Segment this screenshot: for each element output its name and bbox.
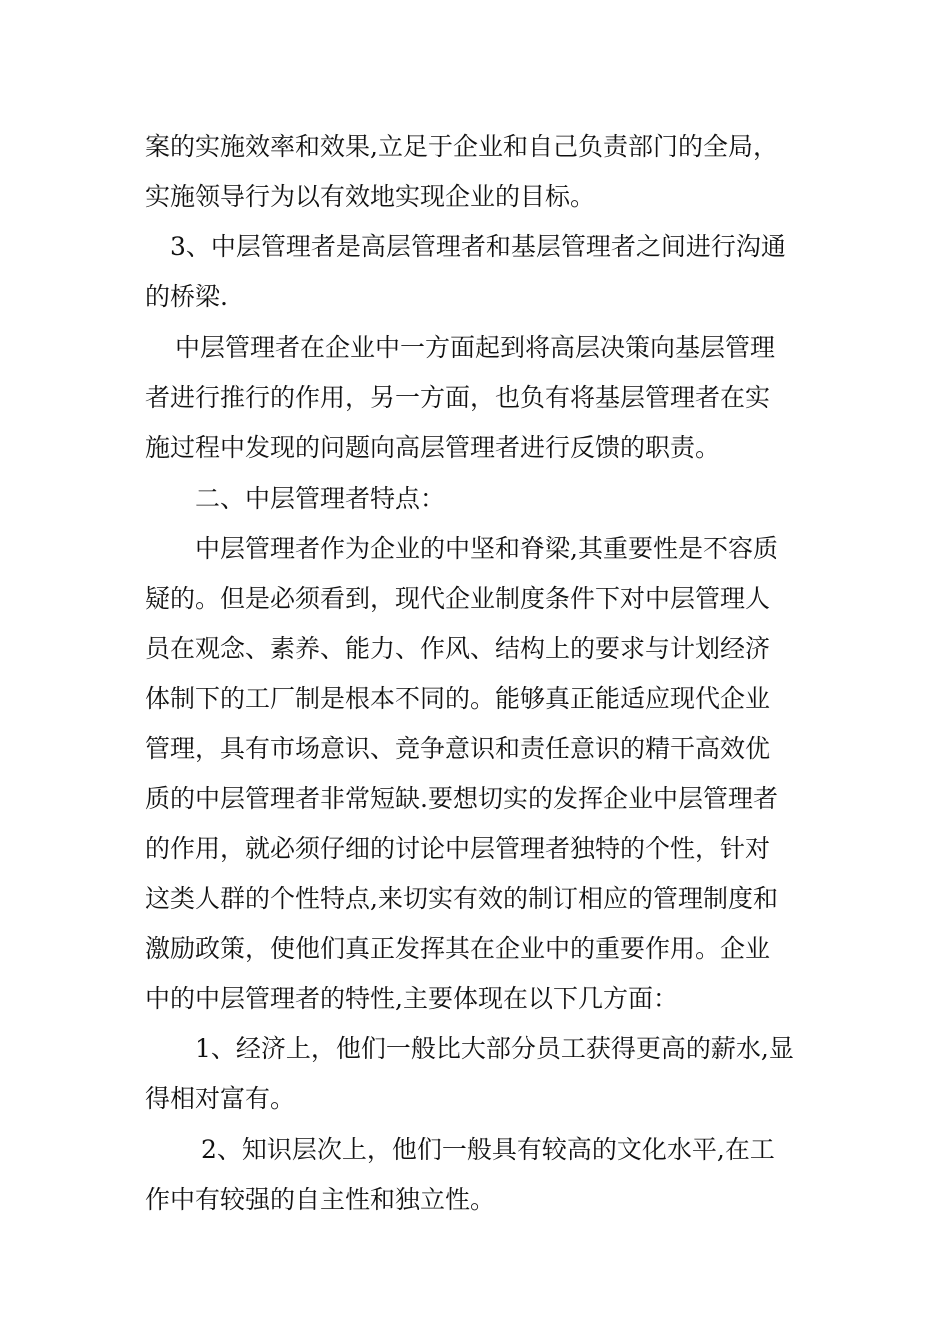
text-line: 激励政策，使他们真正发挥其在企业中的重要作用。企业 (145, 934, 771, 963)
text-line: 施过程中发现的问题向高层管理者进行反馈的职责。 (145, 433, 721, 462)
text-line: 实施领导行为以有效地实现企业的目标。 (145, 182, 596, 211)
text-line: 体制下的工厂制是根本不同的。能够真正能适应现代企业 (145, 684, 771, 713)
text-line: 质的中层管理者非常短缺.要想切实的发挥企业中层管理者 (145, 784, 778, 813)
text-line: 作中有较强的自主性和独立性。 (145, 1185, 496, 1214)
section-heading: 二、中层管理者特点： (195, 484, 446, 513)
text-line: 管理，具有市场意识、竞争意识和责任意识的精干高效优 (145, 734, 771, 763)
text-line: 2、知识层次上，他们一般具有较高的文化水平,在工 (201, 1135, 775, 1164)
text-line: 中层管理者作为企业的中坚和脊梁,其重要性是不容质 (195, 534, 778, 563)
text-line: 中的中层管理者的特性,主要体现在以下几方面： (145, 984, 678, 1013)
text-line: 中层管理者在企业中一方面起到将高层决策向基层管理 (175, 333, 776, 362)
text-line: 得相对富有。 (145, 1084, 296, 1113)
text-line: 员在观念、素养、能力、作风、结构上的要求与计划经济 (145, 634, 771, 663)
text-line: 3、中层管理者是高层管理者和基层管理者之间进行沟通 (170, 232, 786, 261)
text-line: 这类人群的个性特点,来切实有效的制订相应的管理制度和 (145, 884, 778, 913)
text-line: 者进行推行的作用，另一方面，也负有将基层管理者在实 (145, 383, 771, 412)
text-line: 1、经济上，他们一般比大部分员工获得更高的薪水,显 (195, 1034, 794, 1063)
text-line: 的作用，就必须仔细的讨论中层管理者独特的个性，针对 (145, 834, 771, 863)
text-line: 案的实施效率和效果,立足于企业和自己负责部门的全局， (145, 132, 778, 161)
text-line: 疑的。但是必须看到，现代企业制度条件下对中层管理人 (145, 584, 771, 613)
text-line: 的桥梁. (145, 282, 228, 311)
